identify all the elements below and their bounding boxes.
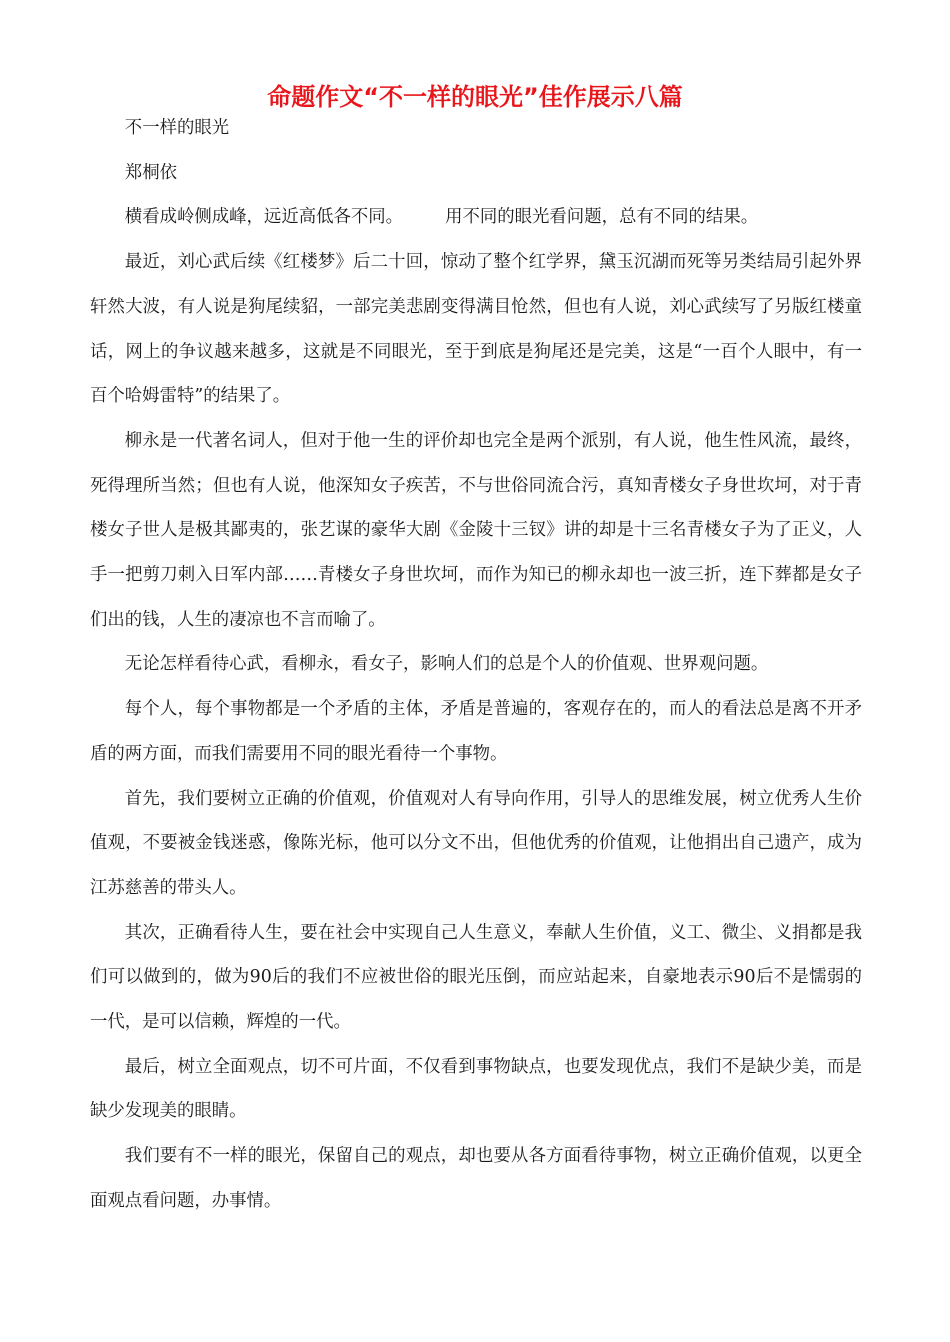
opening-verse: 横看成岭侧成峰，远近高低各不同。 xyxy=(124,207,404,228)
paragraph: 每个人，每个事物都是一个矛盾的主体，矛盾是普遍的，客观存在的，而人的看法总是离不开矛盾的两方面，而我们需要用不同的眼光看待一个事物。 xyxy=(90,699,862,764)
paragraph: 首先，我们要树立正确的价值观，价值观对人有导向作用，引导人的思维发展，树立优秀人生价值观，不要被金钱迷惑，像陈光标，他可以分文不出，但他优秀的价值观，让他捐出自己遗产，成为江苏慈善的带头人。 xyxy=(90,788,862,898)
paragraph: 柳永是一代著名词人，但对于他一生的评价却也完全是两个派别，有人说，他生性风流，最终，死得理所当然；但也有人说，他深知女子疾苦，不与世俗同流合污，真知青楼女子身世坎坷，对于青楼女子世人是极其鄙夷的，张艺谋的豪华大剧《金陵十三钗》讲的却是十三名青楼女子为了正义，人手一把剪刀刺入日军内部……青楼女子身世坎坷，而作为知已的柳永却也一波三折，连下葬都是女子们出的钱，人生的凄凉也不言而喻了。 xyxy=(90,430,862,630)
opening-statement: 用不同的眼光看问题，总有不同的结果。 xyxy=(445,207,759,228)
essay-title: 不一样的眼光 xyxy=(124,118,230,138)
document-title: 命题作文“不一样的眼光”佳作展示八篇 xyxy=(267,83,683,111)
paragraph: 其次，正确看待人生，要在社会中实现自己人生意义，奉献人生价值，义工、微尘、义捐都是我们可以做到的，做为90后的我们不应被世俗的眼光压倒，而应站起来，自豪地表示90后不是懦弱的一代，是可以信赖，辉煌的一代。 xyxy=(90,922,862,1033)
paragraph: 最近，刘心武后续《红楼梦》后二十回，惊动了整个红学界，黛玉沉湖而死等另类结局引起外界轩然大波，有人说是狗尾续貂，一部完美悲剧变得满目怆然，但也有人说，刘心武续写了另版红楼童话，网上的争议越来越多，这就是不同眼光，至于到底是狗尾还是完美，这是“一百个人眼中，有一百个哈姆雷特”的结果了。 xyxy=(90,252,862,407)
essay-author: 郑桐依 xyxy=(124,162,177,183)
paragraph: 最后，树立全面观点，切不可片面，不仅看到事物缺点，也要发现优点，我们不是缺少美，而是缺少发现美的眼睛。 xyxy=(90,1056,862,1122)
paragraph: 我们要有不一样的眼光，保留自己的观点，却也要从各方面看待事物，树立正确价值观，以更全面观点看问题，办事情。 xyxy=(90,1146,862,1211)
paragraph: 无论怎样看待心武，看柳永，看女子，影响人们的总是个人的价值观、世界观问题。 xyxy=(124,654,769,675)
opening-paragraph xyxy=(90,195,862,240)
essay-body xyxy=(90,106,862,1224)
